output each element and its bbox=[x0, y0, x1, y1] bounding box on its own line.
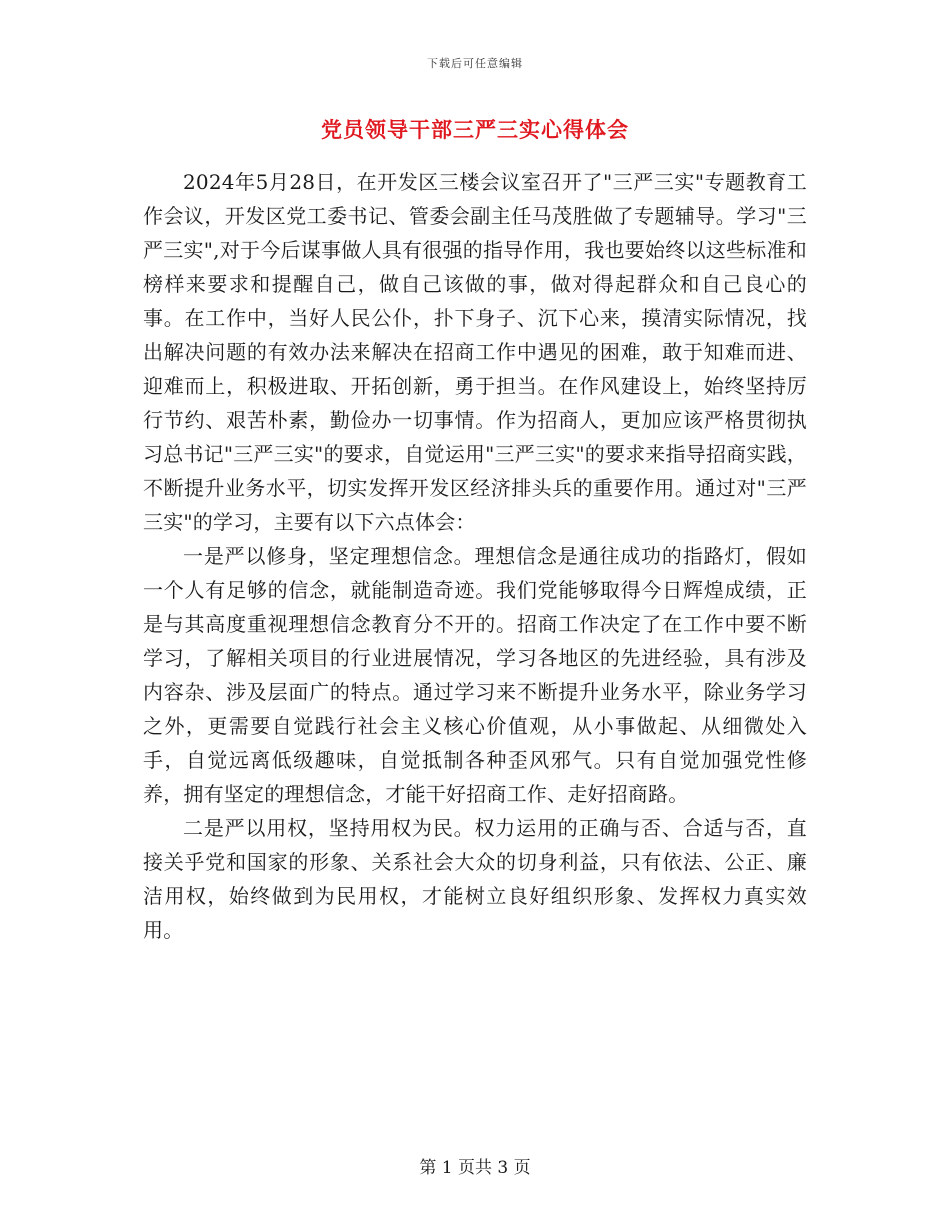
paragraph-point-two: 二是严以用权，坚持用权为民。权力运用的正确与否、合适与否，直接关乎党和国家的形象、关系社会大众的切身利益，只有依法、公正、廉洁用权，始终做到为民用权，才能树立良好组织形象、发挥权力真实效用。 bbox=[143, 816, 807, 942]
paragraph-intro: 2024年5月28日，在开发区三楼会议室召开了"三严三实"专题教育工作会议，开发区党工委书记、管委会副主任马茂胜做了专题辅导。学习"三严三实",对于今后谋事做人具有很强的指导作用，我也要始终以这些标准和榜样来要求和提醒自己，做自己该做的事，做对得起群众和自己良心的事。在工作中，当好人民公仆，扑下身子、沉下心来，摸清实际情况，找出解决问题的有效办法来解决在招商工作中遇见的困难，敢于知难而进、迎难而上，积极进取、开拓创新，勇于担当。在作风建设上，始终坚持厉行节约、艰苦朴素，勤俭办一切事情。作为招商人，更加应该严格贯彻执习总书记"三严三实"的要求，自觉运用"三严三实"的要求来指导招商实践，不断提升业务水平，切实发挥开发区经济排头兵的重要作用。通过对"三严三实"的学习，主要有以下六点体会： bbox=[143, 170, 807, 534]
document-body bbox=[143, 165, 807, 947]
document-title: 党员领导干部三严三实心得体会 bbox=[321, 117, 629, 142]
header-note: 下载后可任意编辑 bbox=[427, 57, 523, 70]
page-number-footer: 第 1 页共 3 页 bbox=[419, 1158, 531, 1178]
paragraph-point-one: 一是严以修身，坚定理想信念。理想信念是通往成功的指路灯，假如一个人有足够的信念，就能制造奇迹。我们党能够取得今日辉煌成绩，正是与其高度重视理想信念教育分不开的。招商工作决定了在工作中要不断学习，了解相关项目的行业进展情况，学习各地区的先进经验，具有涉及内容杂、涉及层面广的特点。通过学习来不断提升业务水平，除业务学习之外，更需要自觉践行社会主义核心价值观，从小事做起、从细微处入手，自觉远离低级趣味，自觉抵制各种歪风邪气。只有自觉加强党性修养，拥有坚定的理想信念，才能干好招商工作、走好招商路。 bbox=[143, 544, 807, 806]
